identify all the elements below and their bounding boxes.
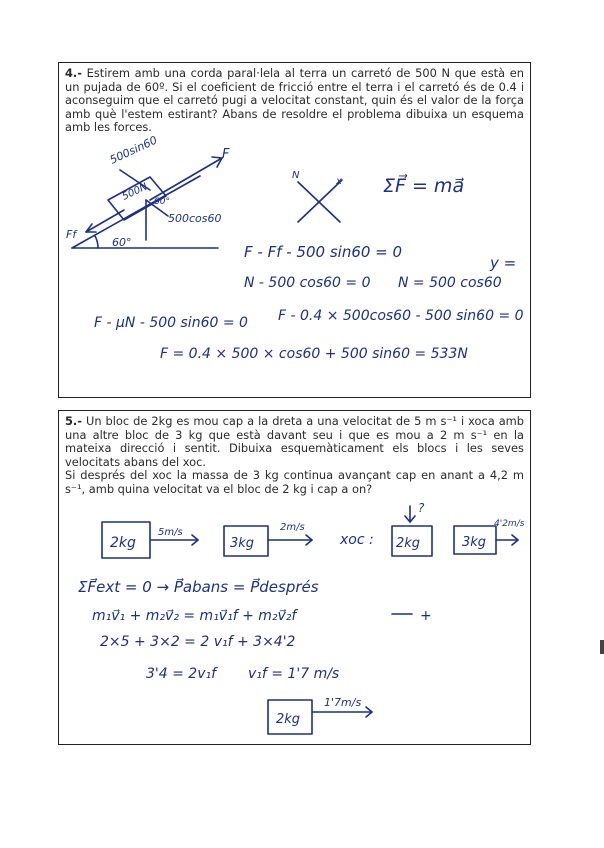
problem-4-number: 4.- bbox=[65, 66, 82, 80]
p5-plus: + bbox=[420, 608, 432, 624]
incline-angle-arc bbox=[95, 236, 98, 248]
incline-diagram bbox=[66, 133, 230, 249]
p5-eq3b: v₁f = 1'7 m/s bbox=[248, 666, 340, 682]
block-3kg-label-b: 3kg bbox=[462, 535, 487, 550]
xoc-label: xoc : bbox=[340, 532, 374, 548]
label-y: y = bbox=[490, 254, 517, 272]
label-60-small: 60° bbox=[154, 197, 170, 207]
axes-diagram bbox=[292, 170, 342, 222]
sum-forces: ΣF⃗ = ma⃗ bbox=[383, 175, 465, 197]
label-500cos60: 500cos60 bbox=[168, 212, 222, 225]
before-collision-diagram bbox=[102, 522, 312, 558]
block-2kg-label-c: 2kg bbox=[276, 712, 301, 727]
v-42-label: 4'2m/s bbox=[494, 519, 525, 529]
question-mark: ? bbox=[418, 501, 425, 515]
label-x: x bbox=[336, 176, 342, 187]
p5-eq2: 2×5 + 3×2 = 2 v₁f + 3×4'2 bbox=[100, 634, 296, 650]
force-F-arrow bbox=[150, 158, 222, 200]
label-N: N bbox=[292, 170, 300, 181]
p4-eq4: F = 0.4 × 500 × cos60 + 500 sin60 = 533N bbox=[160, 346, 468, 362]
momentum-conservation: ΣF⃗ext = 0 → P⃗abans = P⃗després bbox=[78, 578, 319, 596]
v-2-label: 2m/s bbox=[280, 522, 305, 533]
block-2kg-label-a: 2kg bbox=[110, 535, 136, 551]
final-diagram bbox=[268, 696, 372, 734]
p4-eq3a: F - μN - 500 sin60 = 0 bbox=[94, 315, 248, 331]
block-2kg-label-b: 2kg bbox=[396, 536, 421, 551]
v-5-label: 5m/s bbox=[158, 527, 183, 538]
v-17-label: 1'7m/s bbox=[324, 696, 362, 709]
p4-eq2a: N - 500 cos60 = 0 bbox=[244, 275, 371, 291]
p5-eq3a: 3'4 = 2v₁f bbox=[146, 666, 217, 682]
label-500N: 500N bbox=[120, 181, 150, 203]
after-collision-diagram bbox=[392, 501, 525, 556]
problem-5-statement: Un bloc de 2kg es mou cap a la dreta a una velocitat de 5 m s⁻¹ i xoca amb una altre bloc de 3 kg que està davant seu i que es mou a 2 m s⁻¹ en la mateixa direcció i sentit. Dibuixa esquemàticament els blocs i les seves velocitats abans del xoc. bbox=[65, 414, 524, 469]
problem-5-number: 5.- bbox=[65, 414, 82, 428]
problem-5-statement-2: Si després del xoc la massa de 3 kg continua avançant cap en anant a 4,2 m s⁻¹, amb quina velocitat va el bloc de 2 kg i cap a on? bbox=[65, 468, 524, 496]
label-Ff: Ff bbox=[66, 228, 77, 241]
label-60-angle: 60° bbox=[112, 236, 132, 249]
p4-eq2b: N = 500 cos60 bbox=[398, 275, 502, 291]
block-3kg-label-a: 3kg bbox=[230, 536, 255, 551]
label-500sin60-top: 500sin60 bbox=[107, 133, 160, 167]
problem-4-statement: Estirem amb una corda paral·lela al terra un carretó de 500 N que està en un pujada de 60º. Si el coeficient de fricció entre el terra i el carretó és de 0.4 i aconseguim que el carretó pugi a velocitat constant, quin és el valor de la força amb què l'estem estirant? Abans de resoldre el problema dibuixa un esquema amb les forces. bbox=[65, 66, 524, 135]
p4-eq1: F - Ff - 500 sin60 = 0 bbox=[244, 243, 403, 261]
label-F: F bbox=[222, 147, 230, 162]
p5-eq1: m₁v⃗₁ + m₂v⃗₂ = m₁v⃗₁f + m₂v⃗₂f bbox=[92, 608, 297, 624]
p4-eq3b: F - 0.4 × 500cos60 - 500 sin60 = 0 bbox=[278, 308, 524, 324]
